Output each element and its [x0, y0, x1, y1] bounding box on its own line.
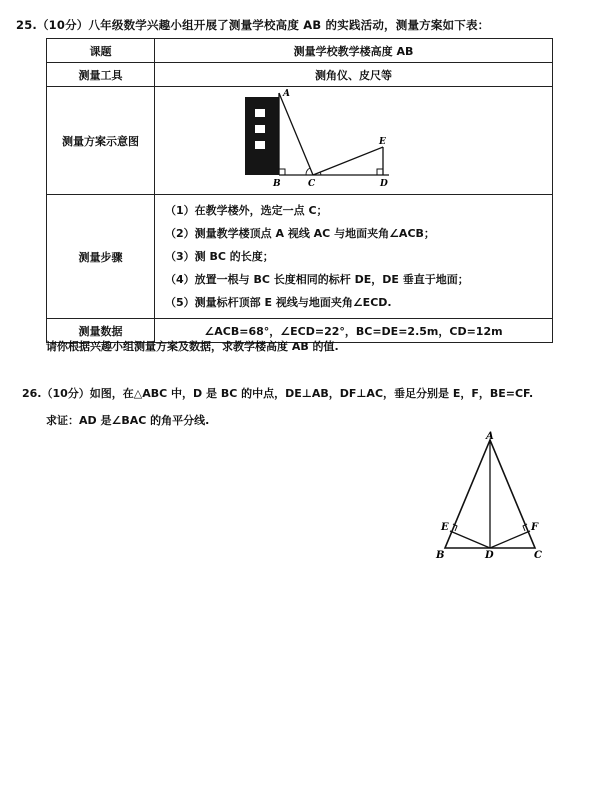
point-label-a: A	[486, 431, 494, 442]
question-26-line2: 求证：AD 是∠BAC 的角平分线.	[46, 414, 210, 427]
building-window	[255, 125, 265, 133]
question-25-title: 25.（10分）八年级数学兴趣小组开展了测量学校高度 AB 的实践活动，测量方案如下表：	[16, 18, 490, 32]
point-label-a: A	[283, 89, 290, 99]
building-window	[255, 141, 265, 149]
right-angle-mark	[279, 169, 285, 175]
angle-arc	[306, 168, 310, 175]
triangle-diagram	[430, 430, 550, 560]
steps-list	[155, 195, 553, 319]
step-item: （5）测量标杆顶部 E 视线与地面夹角∠ECD.	[165, 296, 392, 309]
point-label-b: B	[273, 179, 281, 189]
steps-label: 测量步骤	[47, 195, 155, 319]
point-label-e: E	[379, 137, 386, 147]
data-value: ∠ACB=68°，∠ECD=22°，BC=DE=2.5m，CD=12m	[155, 319, 553, 343]
segment-df	[490, 531, 530, 548]
point-label-f: F	[531, 522, 539, 533]
measurement-plan-table	[46, 38, 553, 343]
topic-value: 测量学校教学楼高度 AB	[155, 39, 553, 63]
table-row	[47, 63, 553, 87]
diagram-cell	[155, 87, 553, 195]
step-item: （4）放置一根与 BC 长度相同的标杆 DE，DE 垂直于地面；	[165, 273, 469, 286]
right-angle-mark	[377, 169, 383, 175]
point-label-c: C	[534, 550, 542, 560]
building-shape	[245, 97, 279, 175]
building-window	[255, 109, 265, 117]
topic-label: 课题	[47, 39, 155, 63]
table-row	[47, 195, 553, 319]
point-label-d: D	[485, 550, 494, 560]
segment-ce	[313, 147, 383, 175]
point-label-e: E	[441, 522, 449, 533]
step-item: （1）在教学楼外，选定一点 C；	[165, 204, 328, 217]
measurement-diagram	[155, 87, 552, 191]
point-label-c: C	[308, 179, 316, 189]
segment-de	[450, 531, 490, 548]
table-row	[47, 39, 553, 63]
diagram-label: 测量方案示意图	[47, 87, 155, 195]
question-25-followup: 请你根据兴趣小组测量方案及数据，求教学楼高度 AB 的值.	[46, 340, 339, 353]
point-label-d: D	[380, 179, 388, 189]
question-26-line1: 26.（10分）如图，在△ABC 中，D 是 BC 的中点，DE⊥AB，DF⊥AC，垂足分别是 E，F，BE=CF.	[22, 387, 534, 400]
point-label-b: B	[436, 550, 445, 560]
step-item: （2）测量教学楼顶点 A 视线 AC 与地面夹角∠ACB；	[165, 227, 435, 240]
step-item: （3）测 BC 的长度；	[165, 250, 274, 263]
data-label: 测量数据	[47, 319, 155, 343]
table-row	[47, 87, 553, 195]
segment-ac	[279, 93, 313, 175]
tools-label: 测量工具	[47, 63, 155, 87]
tools-value: 测角仪、皮尺等	[155, 63, 553, 87]
